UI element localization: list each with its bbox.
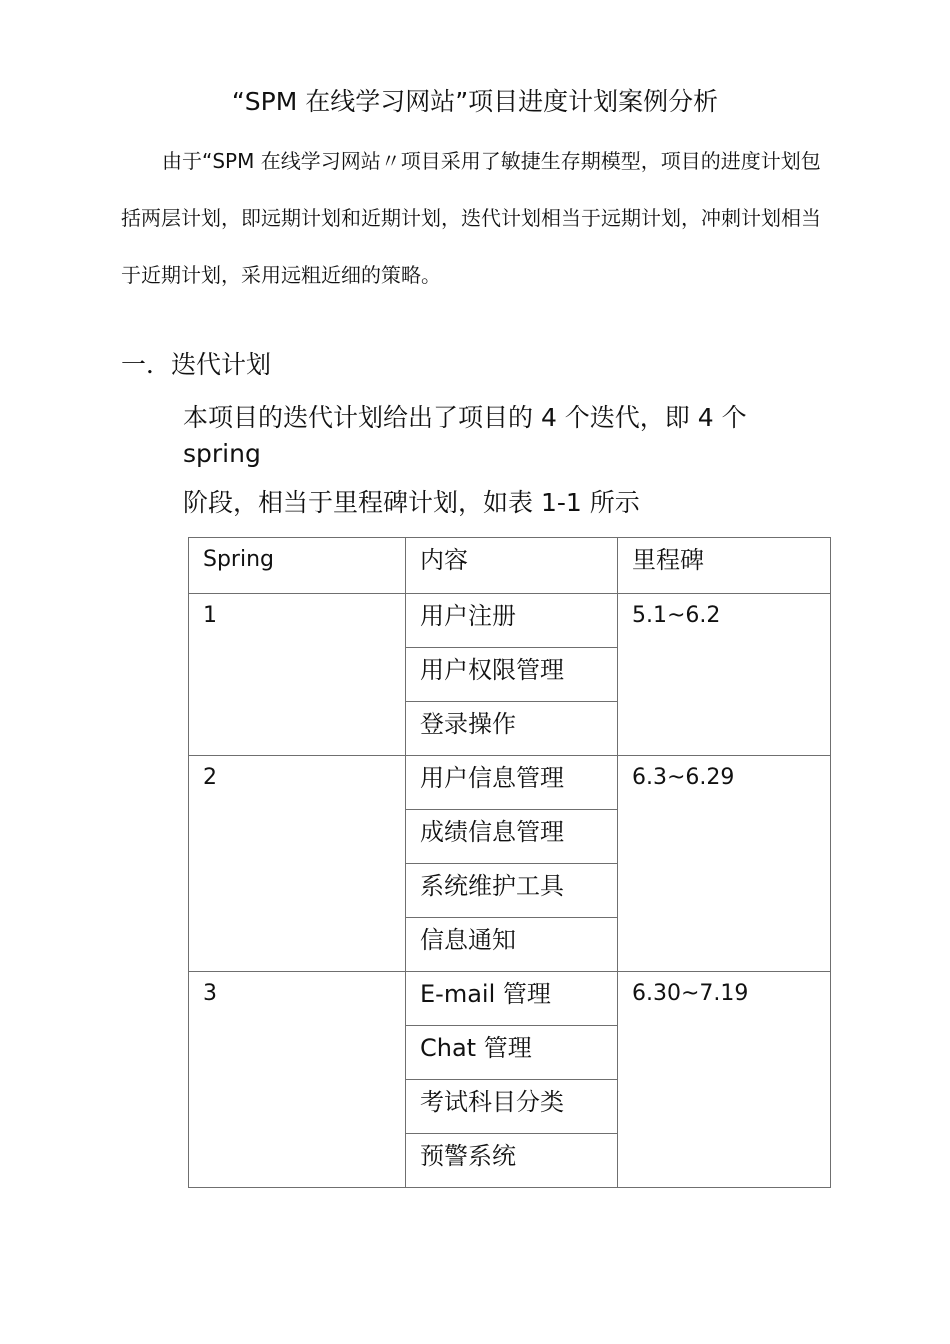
content-item: E-mail 管理 xyxy=(406,972,618,1026)
content-item: 信息通知 xyxy=(406,918,618,972)
spring-number: 2 xyxy=(189,756,406,972)
table-header-row xyxy=(189,538,831,594)
table-row xyxy=(189,594,831,648)
content-item: 成绩信息管理 xyxy=(406,810,618,864)
content-item: 系统维护工具 xyxy=(406,864,618,918)
intro-paragraph: 由于“SPM 在线学习网站〃项目采用了敏捷生存期模型，项目的进度计划包括两层计划，即远期计划和近期计划，迭代计划相当于远期计划，冲刺计划相当于近期计划，采用远粗近细的策略。 xyxy=(121,149,821,287)
page-title: “SPM 在线学习网站”项目进度计划案例分析 xyxy=(231,87,719,116)
spring-number: 1 xyxy=(189,594,406,756)
iteration-description: 本项目的迭代计划给出了项目的 4 个迭代，即 4 个 spring xyxy=(183,403,747,468)
content-item: 用户权限管理 xyxy=(406,648,618,702)
content-item: 考试科目分类 xyxy=(406,1080,618,1134)
content-item: Chat 管理 xyxy=(406,1026,618,1080)
header-spring: Spring xyxy=(189,538,406,594)
content-item: 用户信息管理 xyxy=(406,756,618,810)
section-heading-iteration-plan: 一．迭代计划 xyxy=(121,350,272,379)
spring-number: 3 xyxy=(189,972,406,1188)
milestone-date: 5.1~6.2 xyxy=(618,594,831,756)
header-content: 内容 xyxy=(406,538,618,594)
content-item: 预警系统 xyxy=(406,1134,618,1188)
iteration-plan-table xyxy=(188,537,831,1188)
table-row xyxy=(189,756,831,810)
milestone-date: 6.3~6.29 xyxy=(618,756,831,972)
content-item: 登录操作 xyxy=(406,702,618,756)
header-milestone: 里程碑 xyxy=(618,538,831,594)
milestone-date: 6.30~7.19 xyxy=(618,972,831,1188)
table-row xyxy=(189,972,831,1026)
content-item: 用户注册 xyxy=(406,594,618,648)
iteration-description-continued: 阶段，相当于里程碑计划，如表 1-1 所示 xyxy=(183,488,640,517)
